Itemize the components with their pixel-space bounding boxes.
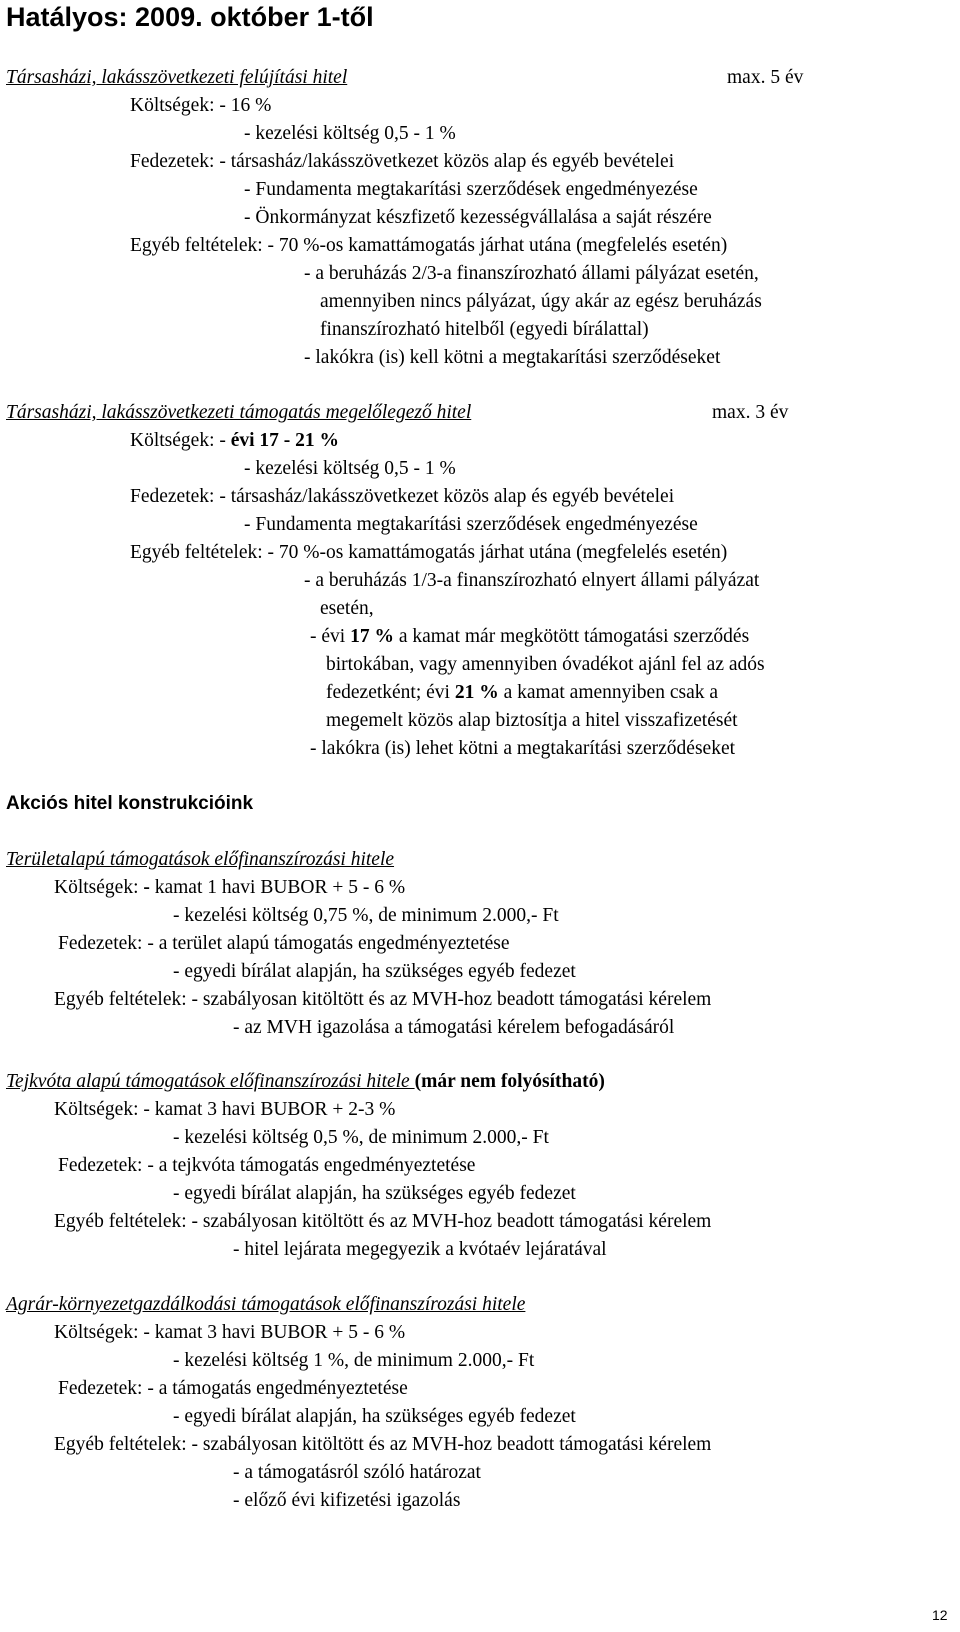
cost-item: - kezelési költség 0,5 - 1 % [244,123,456,144]
promo-heading: Akciós hitel konstrukcióink [6,793,254,814]
page-number: 12 [932,1607,948,1623]
other-conditions-line: Egyéb feltételek: - szabályosan kitöltött és az MVH-hoz beadott támogatási kérelem [54,1211,712,1232]
other-conditions-line: Egyéb feltételek: - szabályosan kitöltött és az MVH-hoz beadott támogatási kérelem [54,989,712,1010]
other-conditions-line: Egyéb feltételek: - 70 %-os kamattámogatás járhat utána (megfelelés esetén) [130,235,728,256]
condition-item: birtokában, vagy amennyiben óvadékot ajánl fel az adós [326,654,765,675]
coverage-item: - egyedi bírálat alapján, ha szükséges egyéb fedezet [173,1406,576,1427]
condition-item: megemelt közös alap biztosítja a hitel visszafizetését [326,710,738,731]
costs-line: Költségek: - kamat 3 havi BUBOR + 2-3 % [54,1099,396,1120]
condition-item: - az MVH igazolása a támogatási kérelem befogadásáról [233,1017,675,1038]
other-conditions-line: Egyéb feltételek: - szabályosan kitöltött és az MVH-hoz beadott támogatási kérelem [54,1434,712,1455]
condition-item: amennyiben nincs pályázat, úgy akár az egész beruházás [320,291,762,312]
condition-item: - a támogatásról szóló határozat [233,1462,481,1483]
condition-item: esetén, [320,598,374,619]
page-title: Hatályos: 2009. október 1-től [6,2,374,32]
section-heading-teruletalapu: Területalapú támogatások előfinanszírozási hitele [6,849,395,870]
coverage-item: - Fundamenta megtakarítási szerződések engedményezése [244,514,698,535]
coverage-item: - egyedi bírálat alapján, ha szükséges egyéb fedezet [173,1183,576,1204]
costs-line: Költségek: - kamat 1 havi BUBOR + 5 - 6 % [54,877,406,898]
condition-item: - előző évi kifizetési igazolás [233,1490,461,1511]
cost-item: - kezelési költség 0,75 %, de minimum 2.000,- Ft [173,905,559,926]
cost-item: - kezelési költség 1 %, de minimum 2.000,- Ft [173,1350,535,1371]
condition-item: fedezetként; évi 21 % a kamat amennyiben csak a [326,682,719,703]
section-heading-megelolegezo-hitel: Társasházi, lakásszövetkezeti támogatás megelőlegező hitel [6,402,472,423]
coverage-item: - Önkormányzat készfizető kezességvállalása a saját részére [244,207,712,228]
costs-line: Költségek: - 16 % [130,95,272,116]
coverage-line: Fedezetek: - a tejkvóta támogatás engedményeztetése [58,1155,476,1176]
condition-item: - évi 17 % a kamat már megkötött támogatási szerződés [310,626,750,647]
condition-item: - lakókra (is) kell kötni a megtakarítási szerződéseket [304,347,721,368]
condition-item: - hitel lejárata megegyezik a kvótaév lejáratával [233,1239,607,1260]
section-heading-agrar: Agrár-környezetgazdálkodási támogatások előfinanszírozási hitele [6,1294,526,1315]
coverage-line: Fedezetek: - a terület alapú támogatás engedményeztetése [58,933,510,954]
costs-line: Költségek: - kamat 3 havi BUBOR + 5 - 6 % [54,1322,406,1343]
coverage-item: - egyedi bírálat alapján, ha szükséges egyéb fedezet [173,961,576,982]
condition-item: - a beruházás 1/3-a finanszírozható elnyert állami pályázat [304,570,760,591]
coverage-line: Fedezetek: - társasház/lakásszövetkezet közös alap és egyéb bevételei [130,151,675,172]
other-conditions-line: Egyéb feltételek: - 70 %-os kamattámogatás járhat utána (megfelelés esetén) [130,542,728,563]
condition-item: - a beruházás 2/3-a finanszírozható állami pályázat esetén, [304,263,759,284]
cost-item: - kezelési költség 0,5 - 1 % [244,458,456,479]
loan-term: max. 3 év [712,402,789,423]
costs-line: Költségek: - évi 17 - 21 % [130,430,340,451]
section-heading-felujitasi-hitel: Társasházi, lakásszövetkezeti felújítási hitel [6,67,348,88]
condition-item: - lakókra (is) lehet kötni a megtakarítási szerződéseket [310,738,736,759]
condition-item: finanszírozható hitelből (egyedi bírálattal) [320,319,649,340]
cost-item: - kezelési költség 0,5 %, de minimum 2.000,- Ft [173,1127,549,1148]
coverage-line: Fedezetek: - a támogatás engedményeztetése [58,1378,408,1399]
section-heading-tejkvota: Tejkvóta alapú támogatások előfinanszírozási hitele (már nem folyósítható) [6,1071,605,1092]
coverage-item: - Fundamenta megtakarítási szerződések engedményezése [244,179,698,200]
loan-term: max. 5 év [727,67,804,88]
coverage-line: Fedezetek: - társasház/lakásszövetkezet közös alap és egyéb bevételei [130,486,675,507]
